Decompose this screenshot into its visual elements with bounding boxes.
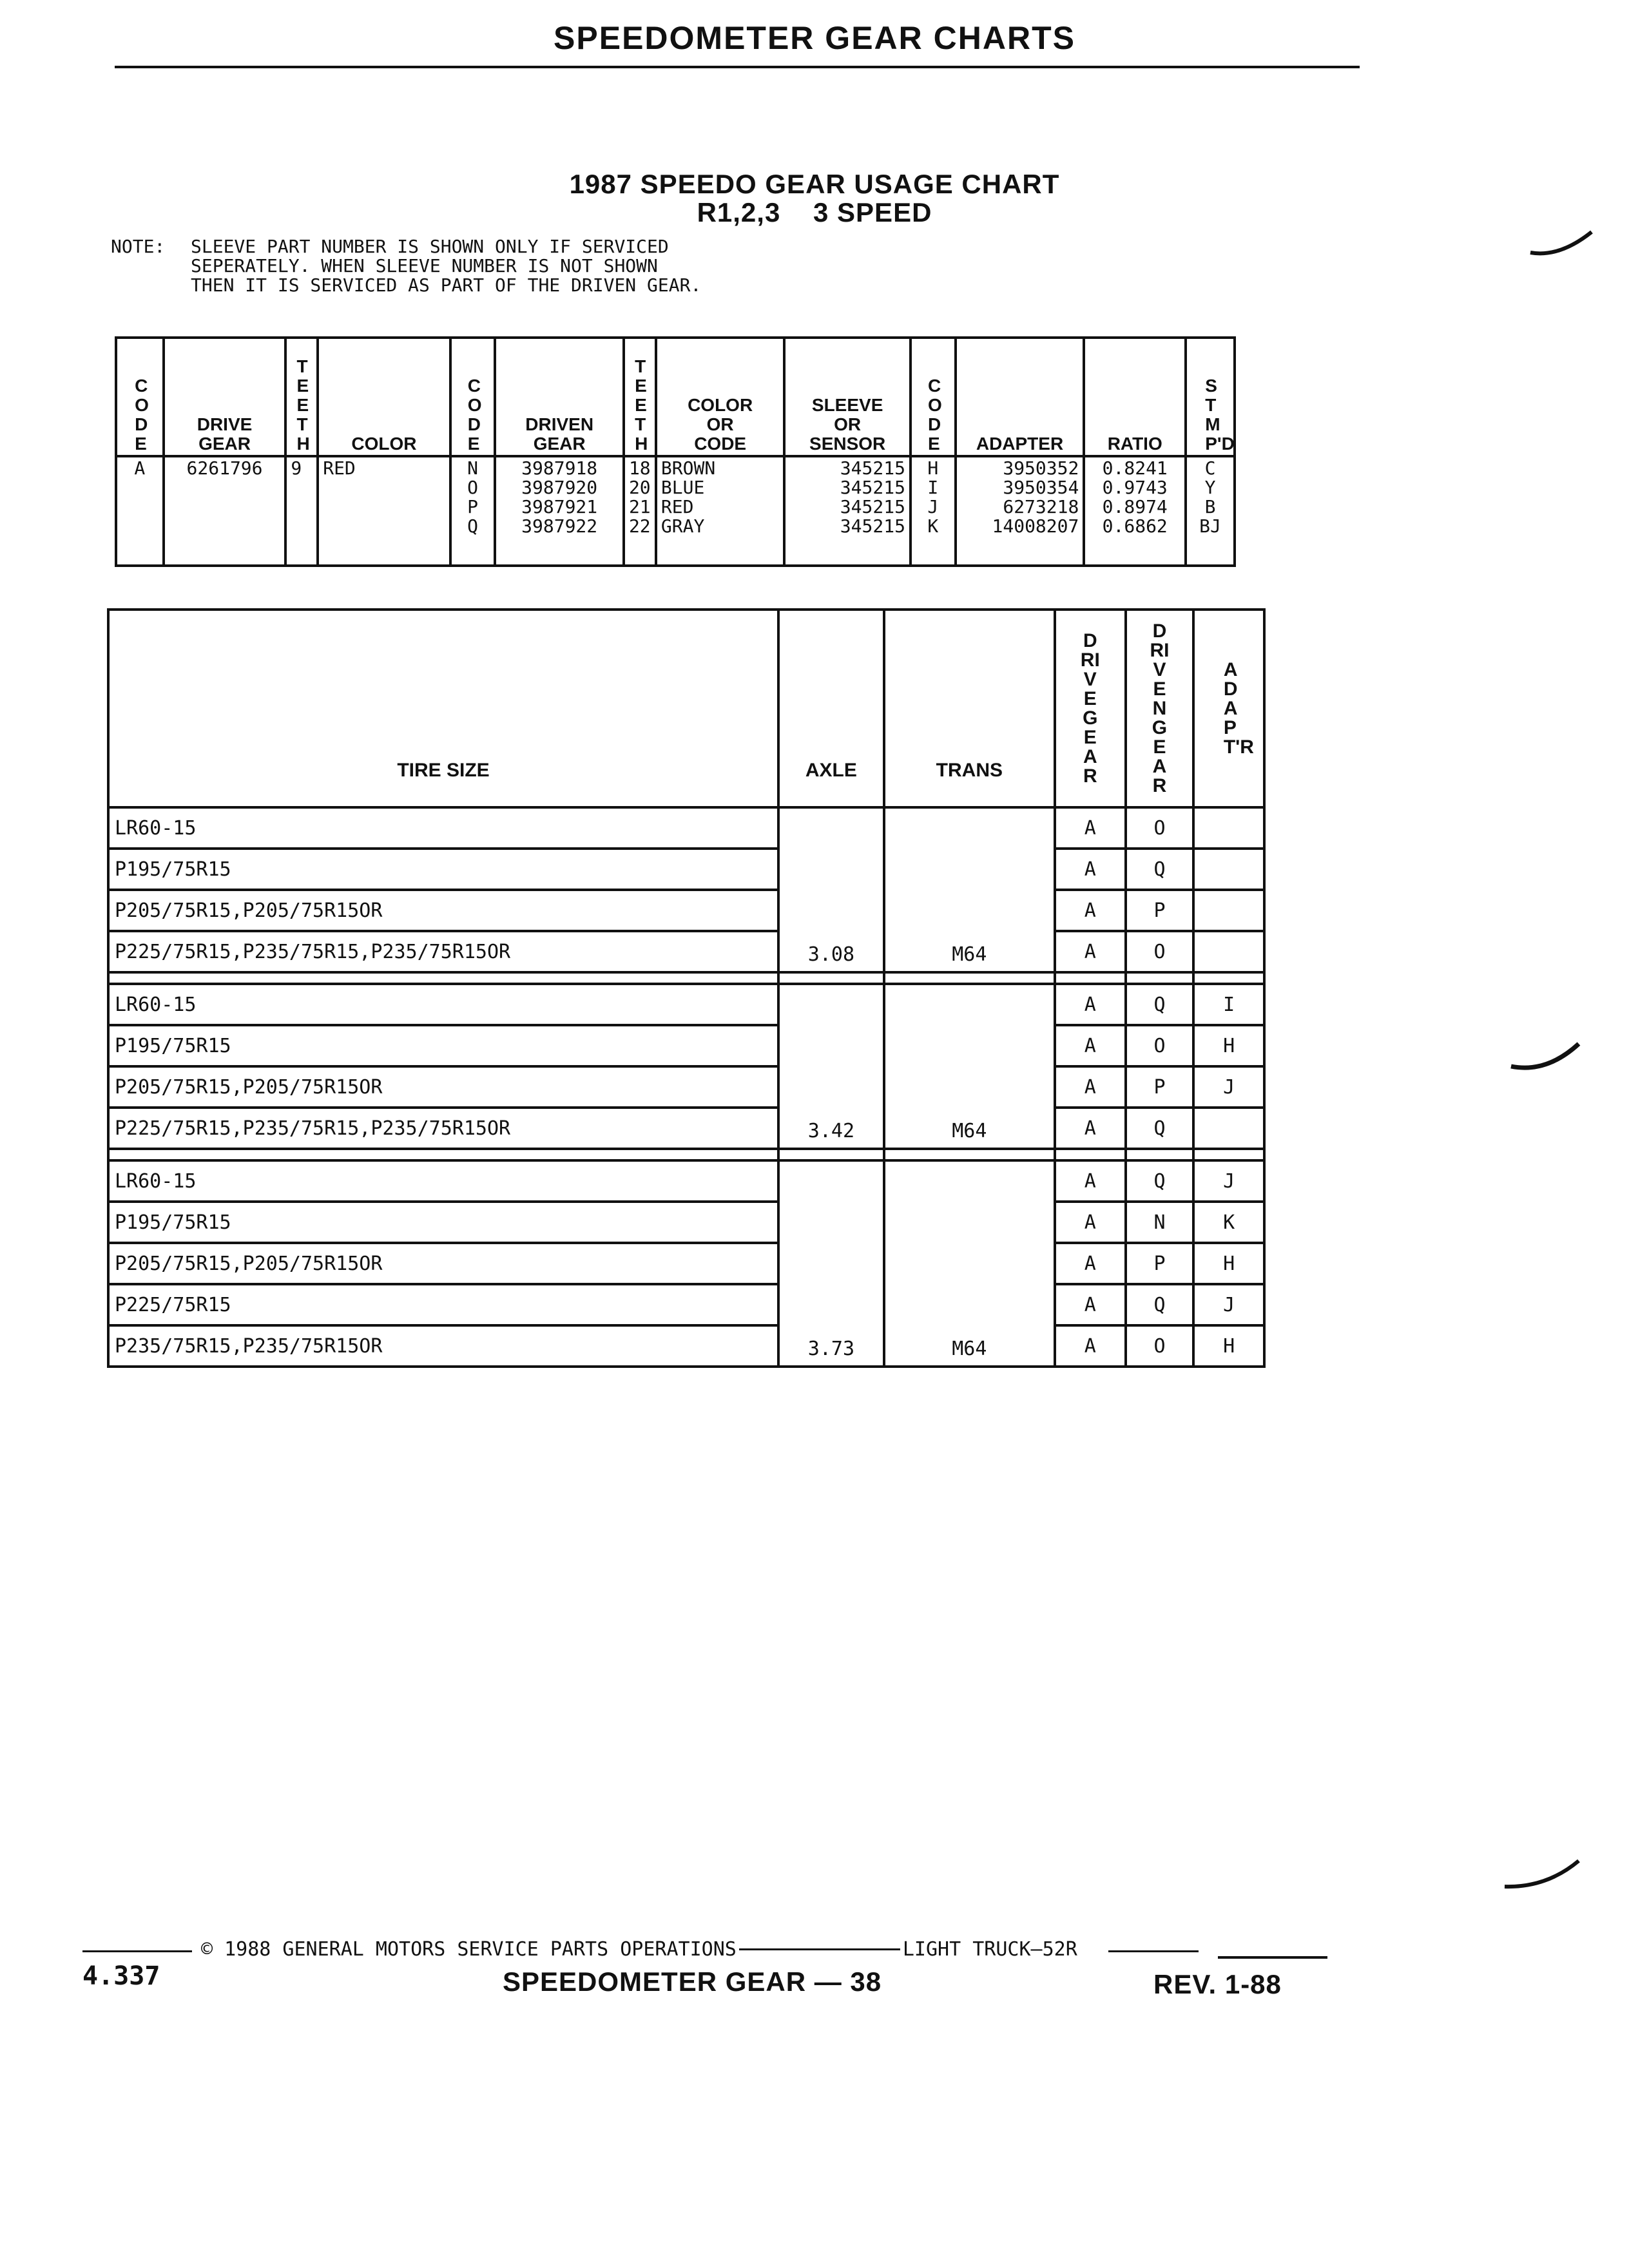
driven-gear-cell: Q (1126, 849, 1194, 890)
header-driven-teeth: TEETH (624, 338, 656, 456)
header-driven-code: CODE (450, 338, 496, 456)
footer-copyright-line (201, 1938, 1077, 1961)
header-adapter: ADAPTER (956, 338, 1084, 456)
footer-rule (1218, 1956, 1327, 1959)
table-row (108, 1025, 1264, 1066)
gear-table-header-row (116, 338, 1235, 456)
cell-code: A (116, 456, 164, 566)
cell-stamped: C Y B BJ (1186, 456, 1235, 566)
table-row (108, 1160, 1264, 1202)
drive-gear-cell: A (1055, 1025, 1126, 1066)
driven-gear-cell: P (1126, 890, 1194, 931)
driven-gear-cell: O (1126, 807, 1194, 849)
driven-gear-cell: O (1126, 931, 1194, 972)
drive-gear-cell: A (1055, 984, 1126, 1025)
note-line: SLEEVE PART NUMBER IS SHOWN ONLY IF SERVICED (191, 236, 669, 257)
tire-size-cell: LR60-15 (108, 984, 778, 1025)
adapter-cell: H (1193, 1025, 1264, 1066)
gear-table-row (116, 456, 1235, 566)
header-driven-gear: DRIVEN GEAR (495, 338, 624, 456)
footer-rule (1108, 1950, 1199, 1952)
header-color: COLOR (318, 338, 450, 456)
cell-driven-codes: N O P Q (450, 456, 496, 566)
trans-cell: M64 (884, 984, 1055, 1149)
cell-adapter-codes: H I J K (911, 456, 956, 566)
adapter-cell (1193, 931, 1264, 972)
header-axle: AXLE (778, 610, 884, 807)
adapter-cell (1193, 849, 1264, 890)
axle-cell: 3.73 (778, 1160, 884, 1367)
trans-cell: M64 (884, 807, 1055, 972)
cell-drive-gear: 6261796 (164, 456, 286, 566)
table-row (108, 1284, 1264, 1325)
table-row (108, 1066, 1264, 1108)
driven-gear-cell: Q (1126, 1108, 1194, 1149)
table-row (108, 1108, 1264, 1149)
tire-size-cell: P195/75R15 (108, 1202, 778, 1243)
adapter-cell: H (1193, 1325, 1264, 1367)
tire-size-table (107, 608, 1266, 1368)
drive-gear-cell: A (1055, 1325, 1126, 1367)
adapter-cell: K (1193, 1202, 1264, 1243)
cell-driven-colors: BROWN BLUE RED GRAY (656, 456, 784, 566)
table-row (108, 1243, 1264, 1284)
table-row (108, 1325, 1264, 1367)
cell-teeth: 9 (285, 456, 318, 566)
chart-subtitle: R1,2,3 3 SPEED (697, 197, 932, 227)
axle-cell: 3.08 (778, 807, 884, 972)
table-row (108, 849, 1264, 890)
tire-size-cell: P235/75R15,P235/75R15OR (108, 1325, 778, 1367)
gear-usage-table (115, 336, 1236, 567)
drive-gear-cell: A (1055, 807, 1126, 849)
tire-size-cell: P225/75R15 (108, 1284, 778, 1325)
group-separator (108, 972, 1264, 984)
drive-gear-cell: A (1055, 849, 1126, 890)
table-row (108, 890, 1264, 931)
tire-table-header-row (108, 610, 1264, 807)
drive-gear-cell: A (1055, 1066, 1126, 1108)
axle-cell: 3.42 (778, 984, 884, 1149)
driven-gear-cell: N (1126, 1202, 1194, 1243)
drive-gear-cell: A (1055, 890, 1126, 931)
driven-gear-cell: Q (1126, 984, 1194, 1025)
driven-gear-cell: Q (1126, 1160, 1194, 1202)
note-line: THEN IT IS SERVICED AS PART OF THE DRIVEN GEAR. (191, 274, 702, 296)
tire-size-cell: P205/75R15,P205/75R15OR (108, 890, 778, 931)
cell-sleeves: 345215 345215 345215 345215 (784, 456, 911, 566)
tire-size-cell: P225/75R15,P235/75R15,P235/75R15OR (108, 931, 778, 972)
footer-rule (82, 1950, 192, 1952)
tire-size-cell: LR60-15 (108, 807, 778, 849)
adapter-cell: J (1193, 1284, 1264, 1325)
note-label: NOTE: (111, 236, 166, 257)
header-tire-size: TIRE SIZE (108, 610, 778, 807)
driven-gear-cell: O (1126, 1025, 1194, 1066)
drive-gear-cell: A (1055, 1108, 1126, 1149)
footer-center-title: SPEEDOMETER GEAR — 38 (503, 1966, 882, 1997)
tire-size-cell: P205/75R15,P205/75R15OR (108, 1066, 778, 1108)
header-trans: TRANS (884, 610, 1055, 807)
tire-size-cell: LR60-15 (108, 1160, 778, 1202)
driven-gear-cell: P (1126, 1066, 1194, 1108)
header-sleeve-or-sensor: SLEEVE OR SENSOR (784, 338, 911, 456)
header-drive-gear: DRIVE GEAR (1055, 610, 1126, 807)
tire-size-cell: P225/75R15,P235/75R15,P235/75R15OR (108, 1108, 778, 1149)
header-driven-gear: DRIVEN GEAR (1126, 610, 1194, 807)
footer-page-number: 4.337 (82, 1961, 160, 1991)
page-title: SPEEDOMETER GEAR CHARTS (554, 20, 1075, 56)
driven-gear-cell: Q (1126, 1284, 1194, 1325)
footer-section: LIGHT TRUCK—52R (902, 1938, 1077, 1961)
header-rule (115, 66, 1360, 68)
adapter-cell: I (1193, 984, 1264, 1025)
trans-cell: M64 (884, 1160, 1055, 1367)
header-code: CODE (116, 338, 164, 456)
footer-revision: REV. 1-88 (1153, 1969, 1282, 1999)
drive-gear-cell: A (1055, 931, 1126, 972)
margin-mark-icon (1508, 1037, 1585, 1082)
tire-size-cell: P195/75R15 (108, 1025, 778, 1066)
drive-gear-cell: A (1055, 1202, 1126, 1243)
margin-mark-icon (1527, 227, 1598, 265)
header-ratio: RATIO (1084, 338, 1186, 456)
adapter-cell: J (1193, 1066, 1264, 1108)
cell-color: RED (318, 456, 450, 566)
adapter-cell (1193, 1108, 1264, 1149)
group-separator (108, 1149, 1264, 1160)
header-drive-gear: DRIVE GEAR (164, 338, 286, 456)
margin-mark-icon (1501, 1856, 1585, 1901)
adapter-cell (1193, 807, 1264, 849)
header-color-or-code: COLOR OR CODE (656, 338, 784, 456)
adapter-cell (1193, 890, 1264, 931)
cell-driven-teeth: 18 20 21 22 (624, 456, 656, 566)
drive-gear-cell: A (1055, 1160, 1126, 1202)
cell-driven-gears: 3987918 3987920 3987921 3987922 (495, 456, 624, 566)
header-adapter: ADAPT'R (1193, 610, 1264, 807)
table-row (108, 984, 1264, 1025)
header-adapter-code: CODE (911, 338, 956, 456)
header-teeth: TEETH (285, 338, 318, 456)
note-line: SEPERATELY. WHEN SLEEVE NUMBER IS NOT SHOWN (191, 255, 658, 276)
footer-copyright: © 1988 GENERAL MOTORS SERVICE PARTS OPERATIONS (201, 1938, 737, 1961)
table-row (108, 931, 1264, 972)
adapter-cell: H (1193, 1243, 1264, 1284)
table-row (108, 1202, 1264, 1243)
tire-size-cell: P205/75R15,P205/75R15OR (108, 1243, 778, 1284)
chart-title: 1987 SPEEDO GEAR USAGE CHART (569, 169, 1060, 199)
cell-adapters: 3950352 3950354 6273218 14008207 (956, 456, 1084, 566)
table-row (108, 807, 1264, 849)
drive-gear-cell: A (1055, 1284, 1126, 1325)
driven-gear-cell: P (1126, 1243, 1194, 1284)
drive-gear-cell: A (1055, 1243, 1126, 1284)
header-stamped: STMP'D (1186, 338, 1235, 456)
tire-size-cell: P195/75R15 (108, 849, 778, 890)
adapter-cell: J (1193, 1160, 1264, 1202)
driven-gear-cell: O (1126, 1325, 1194, 1367)
cell-ratios: 0.8241 0.9743 0.8974 0.6862 (1084, 456, 1186, 566)
